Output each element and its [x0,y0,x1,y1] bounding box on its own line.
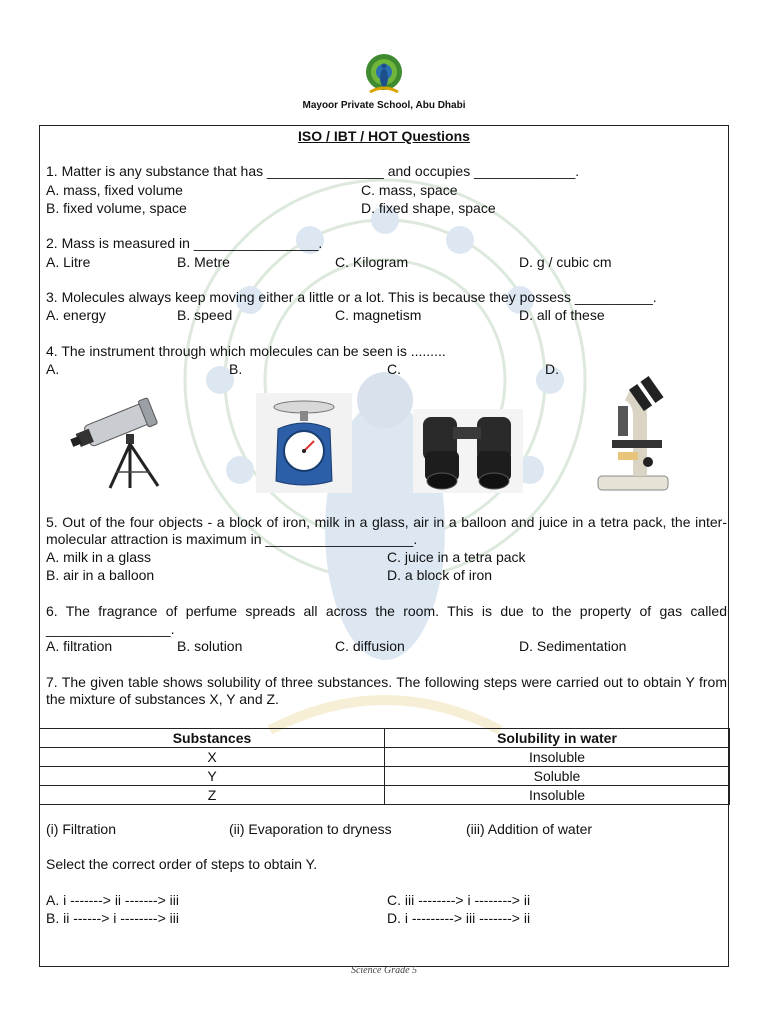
q7-option-d: D. i ---------> iii -------> ii [387,910,531,926]
q5-option-a: A. milk in a glass [46,549,152,565]
q6-option-b: B. solution [177,638,243,654]
school-name: Mayoor Private School, Abu Dhabi [302,100,466,111]
page-footer: Science Grade 5 [350,965,418,976]
q6-option-c: C. diffusion [335,638,405,654]
q7-prompt: Select the correct order of steps to obtain Y. [46,856,318,872]
q5-option-b: B. air in a balloon [46,567,155,583]
q7-option-b: B. ii ------> i --------> iii [46,910,179,926]
q6-option-d: D. Sedimentation [519,638,627,654]
q4-option-a: A. [46,361,60,377]
q1-option-c: C. mass, space [361,182,458,198]
table-cell: Insoluble [385,748,730,767]
q4-option-b: B. [229,361,243,377]
q7-step-1: (i) Filtration [46,821,117,837]
q5-stem: 5. Out of the four objects - a block of iron, milk in a glass, air in a balloon and juice in a tetra pack, the inter-molecular attraction is maximum in ___________________. [46,514,727,547]
peacock-logo-icon [362,52,406,98]
table-row [40,748,730,767]
q7-option-c: C. iii --------> i --------> ii [387,892,531,908]
table-header-substances: Substances [40,729,385,748]
q4-stem: 4. The instrument through which molecules can be seen is ......... [46,343,446,359]
q7-step-3: (iii) Addition of water [466,821,593,837]
table-cell: Y [40,767,385,786]
q5-option-d: D. a block of iron [387,567,493,583]
q2-option-a: A. Litre [46,254,91,270]
q1-option-d: D. fixed shape, space [361,200,496,216]
q1-stem: 1. Matter is any substance that has _______________ and occupies _____________. [46,163,580,179]
q5-option-c: C. juice in a tetra pack [387,549,526,565]
q4-option-c: C. [387,361,401,377]
table-cell: Soluble [385,767,730,786]
q2-option-d: D. g / cubic cm [519,254,612,270]
q3-stem: 3. Molecules always keep moving either a little or a lot. This is because they possess __________. [46,289,657,305]
binoculars-icon [413,409,523,493]
q7-step-2: (ii) Evaporation to dryness [229,821,392,837]
solubility-table [39,728,730,805]
q6-option-a: A. filtration [46,638,113,654]
q2-option-b: B. Metre [177,254,230,270]
table-header-row [40,729,730,748]
weighing-scale-icon [256,393,352,493]
q1-option-b: B. fixed volume, space [46,200,187,216]
table-row [40,786,730,805]
page-title: ISO / IBT / HOT Questions [298,128,470,144]
q4-option-d: D. [545,361,559,377]
table-header-solubility: Solubility in water [385,729,730,748]
microscope-icon [588,376,688,494]
table-row [40,767,730,786]
q7-stem: 7. The given table shows solubility of three substances. The following steps were carried out to obtain Y from the mixture of substances X, Y and Z. [46,674,727,707]
q7-option-a: A. i -------> ii -------> iii [46,892,179,908]
q1-option-a: A. mass, fixed volume [46,182,183,198]
q3-option-c: C. magnetism [335,307,422,323]
q6-blank: ________________. [46,621,175,637]
q3-option-d: D. all of these [519,307,605,323]
table-cell: Insoluble [385,786,730,805]
q6-stem: 6. The fragrance of perfume spreads all across the room. This is due to the property of gas called [46,603,727,619]
table-cell: Z [40,786,385,805]
page-header [0,52,768,111]
q2-stem: 2. Mass is measured in ________________. [46,235,323,251]
table-cell: X [40,748,385,767]
q3-option-b: B. speed [177,307,233,323]
telescope-icon [68,392,168,492]
q3-option-a: A. energy [46,307,106,323]
q2-option-c: C. Kilogram [335,254,409,270]
